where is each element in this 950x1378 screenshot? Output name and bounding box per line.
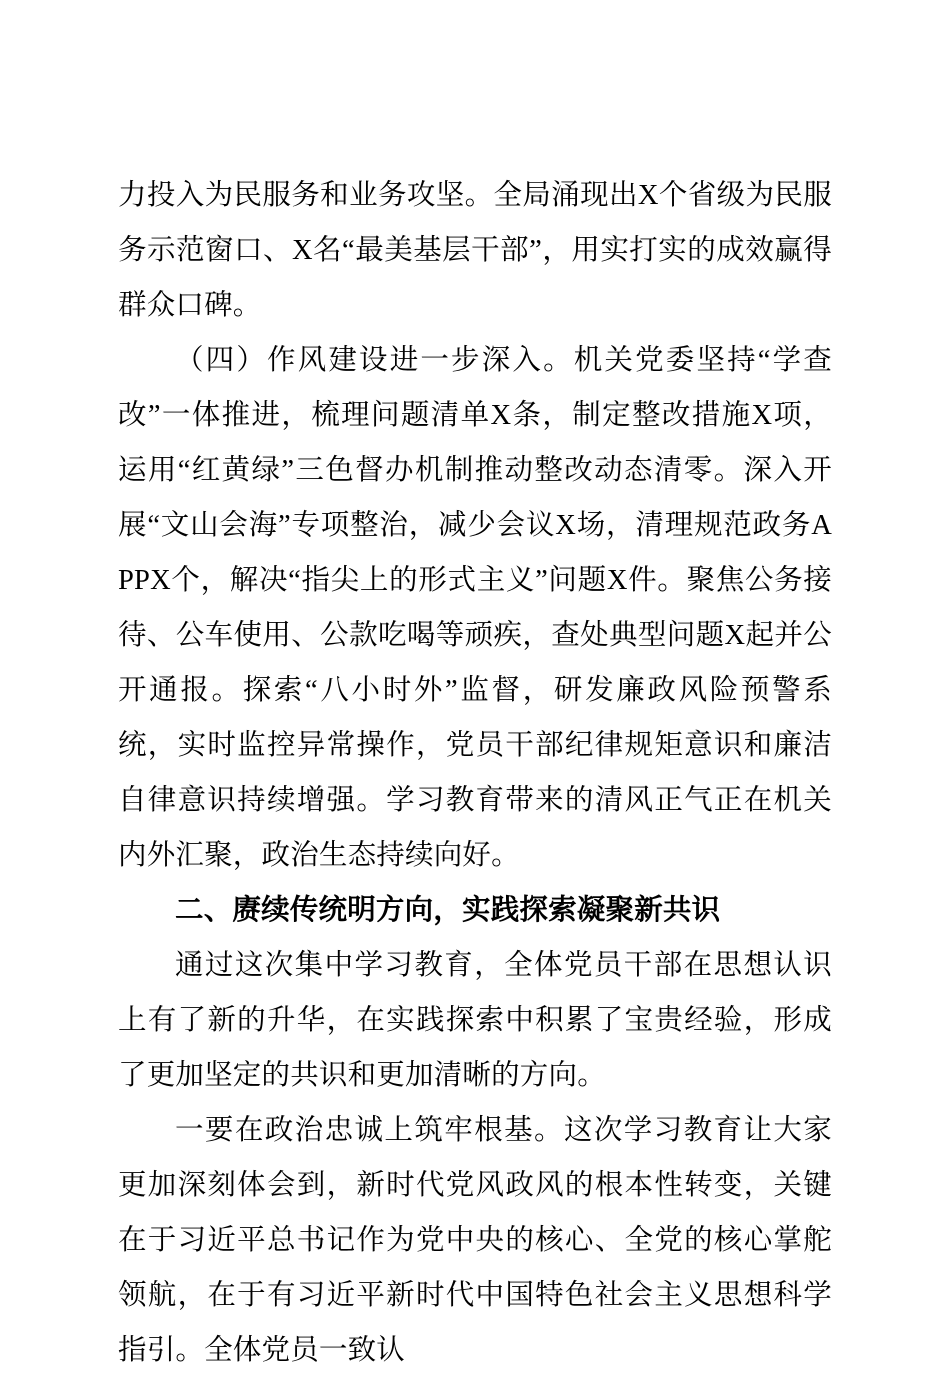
paragraph-section-four: （四）作风建设进一步深入。机关党委坚持“学查改”一体推进，梳理问题清单X条，制定整改措施X项，运用“红黄绿”三色督办机制推动整改动态清零。深入开展“文山会海”专项整治，减少会议X场，清理规范政务APPX个，解决“指尖上的形式主义”问题X件。聚焦公务接待、公车使用、公款吃喝等顽疾，查处典型问题X起并公开通报。探索“八小时外”监督，研发廉政风险预警系统，实时监控异常操作，党员干部纪律规矩意识和廉洁自律意识持续增强。学习教育带来的清风正气正在机关内外汇聚，政治生态持续向好。 <box>118 345 832 871</box>
paragraph-continued: 力投入为民服务和业务攻坚。全局涌现出X个省级为民服务示范窗口、X名“最美基层干部”，用实打实的成效赢得群众口碑。 <box>118 180 832 321</box>
heading-section-two: 二、赓续传统明方向，实践探索凝聚新共识 <box>175 894 721 926</box>
document-body <box>118 168 832 1378</box>
paragraph-point-one: 一要在政治忠诚上筑牢根基。这次学习教育让大家更加深刻体会到，新时代党风政风的根本性转变，关键在于习近平总书记作为党中央的核心、全党的核心掌舵领航，在于有习近平新时代中国特色社会主义思想科学指引。全体党员一致认 <box>118 1115 832 1366</box>
paragraph-overview: 通过这次集中学习教育，全体党员干部在思想认识上有了新的升华，在实践探索中积累了宝贵经验，形成了更加坚定的共识和更加清晰的方向。 <box>118 950 832 1091</box>
